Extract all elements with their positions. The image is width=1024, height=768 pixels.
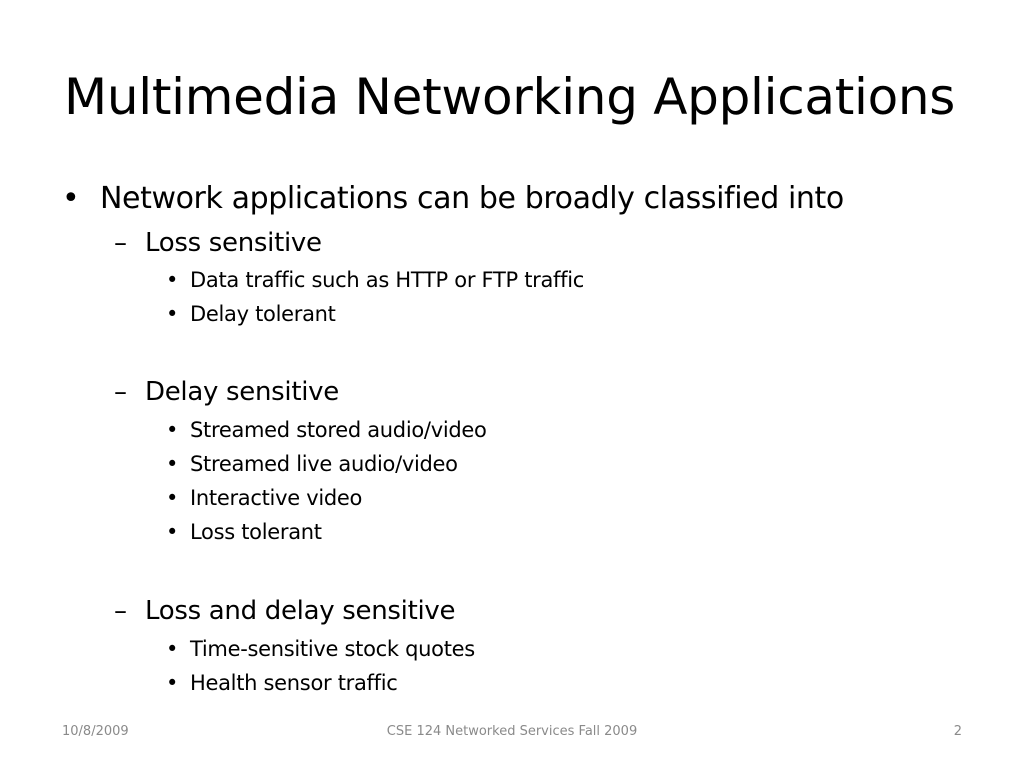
- slide-title: Multimedia Networking Applications: [64, 68, 956, 126]
- footer-date: 10/8/2009: [62, 724, 129, 739]
- bullet-icon: •: [166, 418, 179, 442]
- bullet-icon: •: [62, 181, 80, 216]
- bullet-icon: •: [166, 520, 179, 544]
- bullet-icon: •: [166, 268, 179, 292]
- bullet-icon: •: [166, 302, 179, 326]
- list-item: Delay tolerant: [190, 302, 336, 326]
- page-number: 2: [953, 724, 962, 739]
- bullet-icon: •: [166, 637, 179, 661]
- list-item: Data traffic such as HTTP or FTP traffic: [190, 268, 585, 292]
- list-item: Time-sensitive stock quotes: [190, 637, 475, 661]
- dash-icon: –: [114, 377, 127, 407]
- bullet-icon: •: [166, 486, 179, 510]
- list-item: Interactive video: [190, 486, 363, 510]
- dash-icon: –: [114, 596, 127, 626]
- footer-course: CSE 124 Networked Services Fall 2009: [386, 724, 638, 739]
- list-item: Streamed stored audio/video: [190, 418, 487, 442]
- subheading-delay-sensitive: Delay sensitive: [145, 377, 339, 407]
- subheading-loss-sensitive: Loss sensitive: [145, 228, 322, 258]
- bullet-icon: •: [166, 671, 179, 695]
- bullet-icon: •: [166, 452, 179, 476]
- list-item: Streamed live audio/video: [190, 452, 458, 476]
- subheading-loss-and-delay-sensitive: Loss and delay sensitive: [145, 596, 456, 626]
- bullet-level1: Network applications can be broadly classified into: [100, 181, 844, 216]
- list-item: Health sensor traffic: [190, 671, 398, 695]
- dash-icon: –: [114, 228, 127, 258]
- list-item: Loss tolerant: [190, 520, 322, 544]
